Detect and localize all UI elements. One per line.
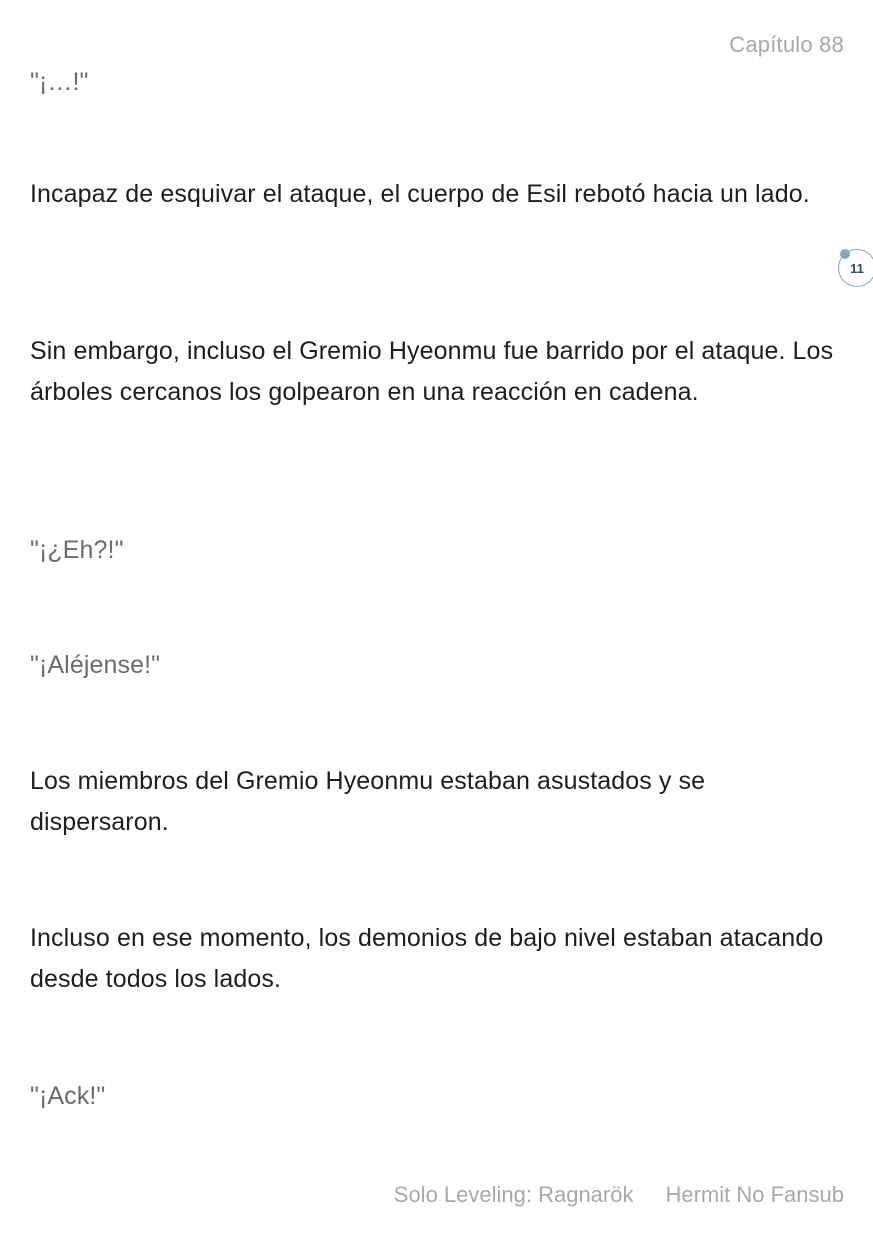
paragraph-narration: Sin embargo, incluso el Gremio Hyeonmu fue barrido por el ataque. Los árboles cercanos los golpearon en una reacción en cadena. (30, 337, 834, 406)
paragraph-narration: Los miembros del Gremio Hyeonmu estaban asustados y se dispersaron. (30, 767, 706, 836)
paragraph-dialogue: "¡¿Eh?!" (30, 536, 124, 564)
badge-indicator-dot (840, 249, 850, 259)
footer-translator: Hermit No Fansub (665, 1182, 844, 1207)
paragraph-dialogue: "¡…!" (30, 68, 89, 96)
paragraph-narration: Incluso en ese momento, los demonios de bajo nivel estaban atacando desde todos los lados. (30, 924, 824, 993)
paragraph-dialogue: "¡Ack!" (30, 1082, 106, 1110)
page-footer (394, 1182, 844, 1208)
paragraph-narration: Incapaz de esquivar el ataque, el cuerpo de Esil rebotó hacia un lado. (30, 180, 810, 208)
page-number-label: 11 (850, 260, 864, 276)
footer-book-title: Solo Leveling: Ragnarök (393, 1182, 634, 1207)
paragraph-dialogue: "¡Aléjense!" (30, 651, 161, 679)
chapter-title: Capítulo 88 (729, 32, 844, 57)
